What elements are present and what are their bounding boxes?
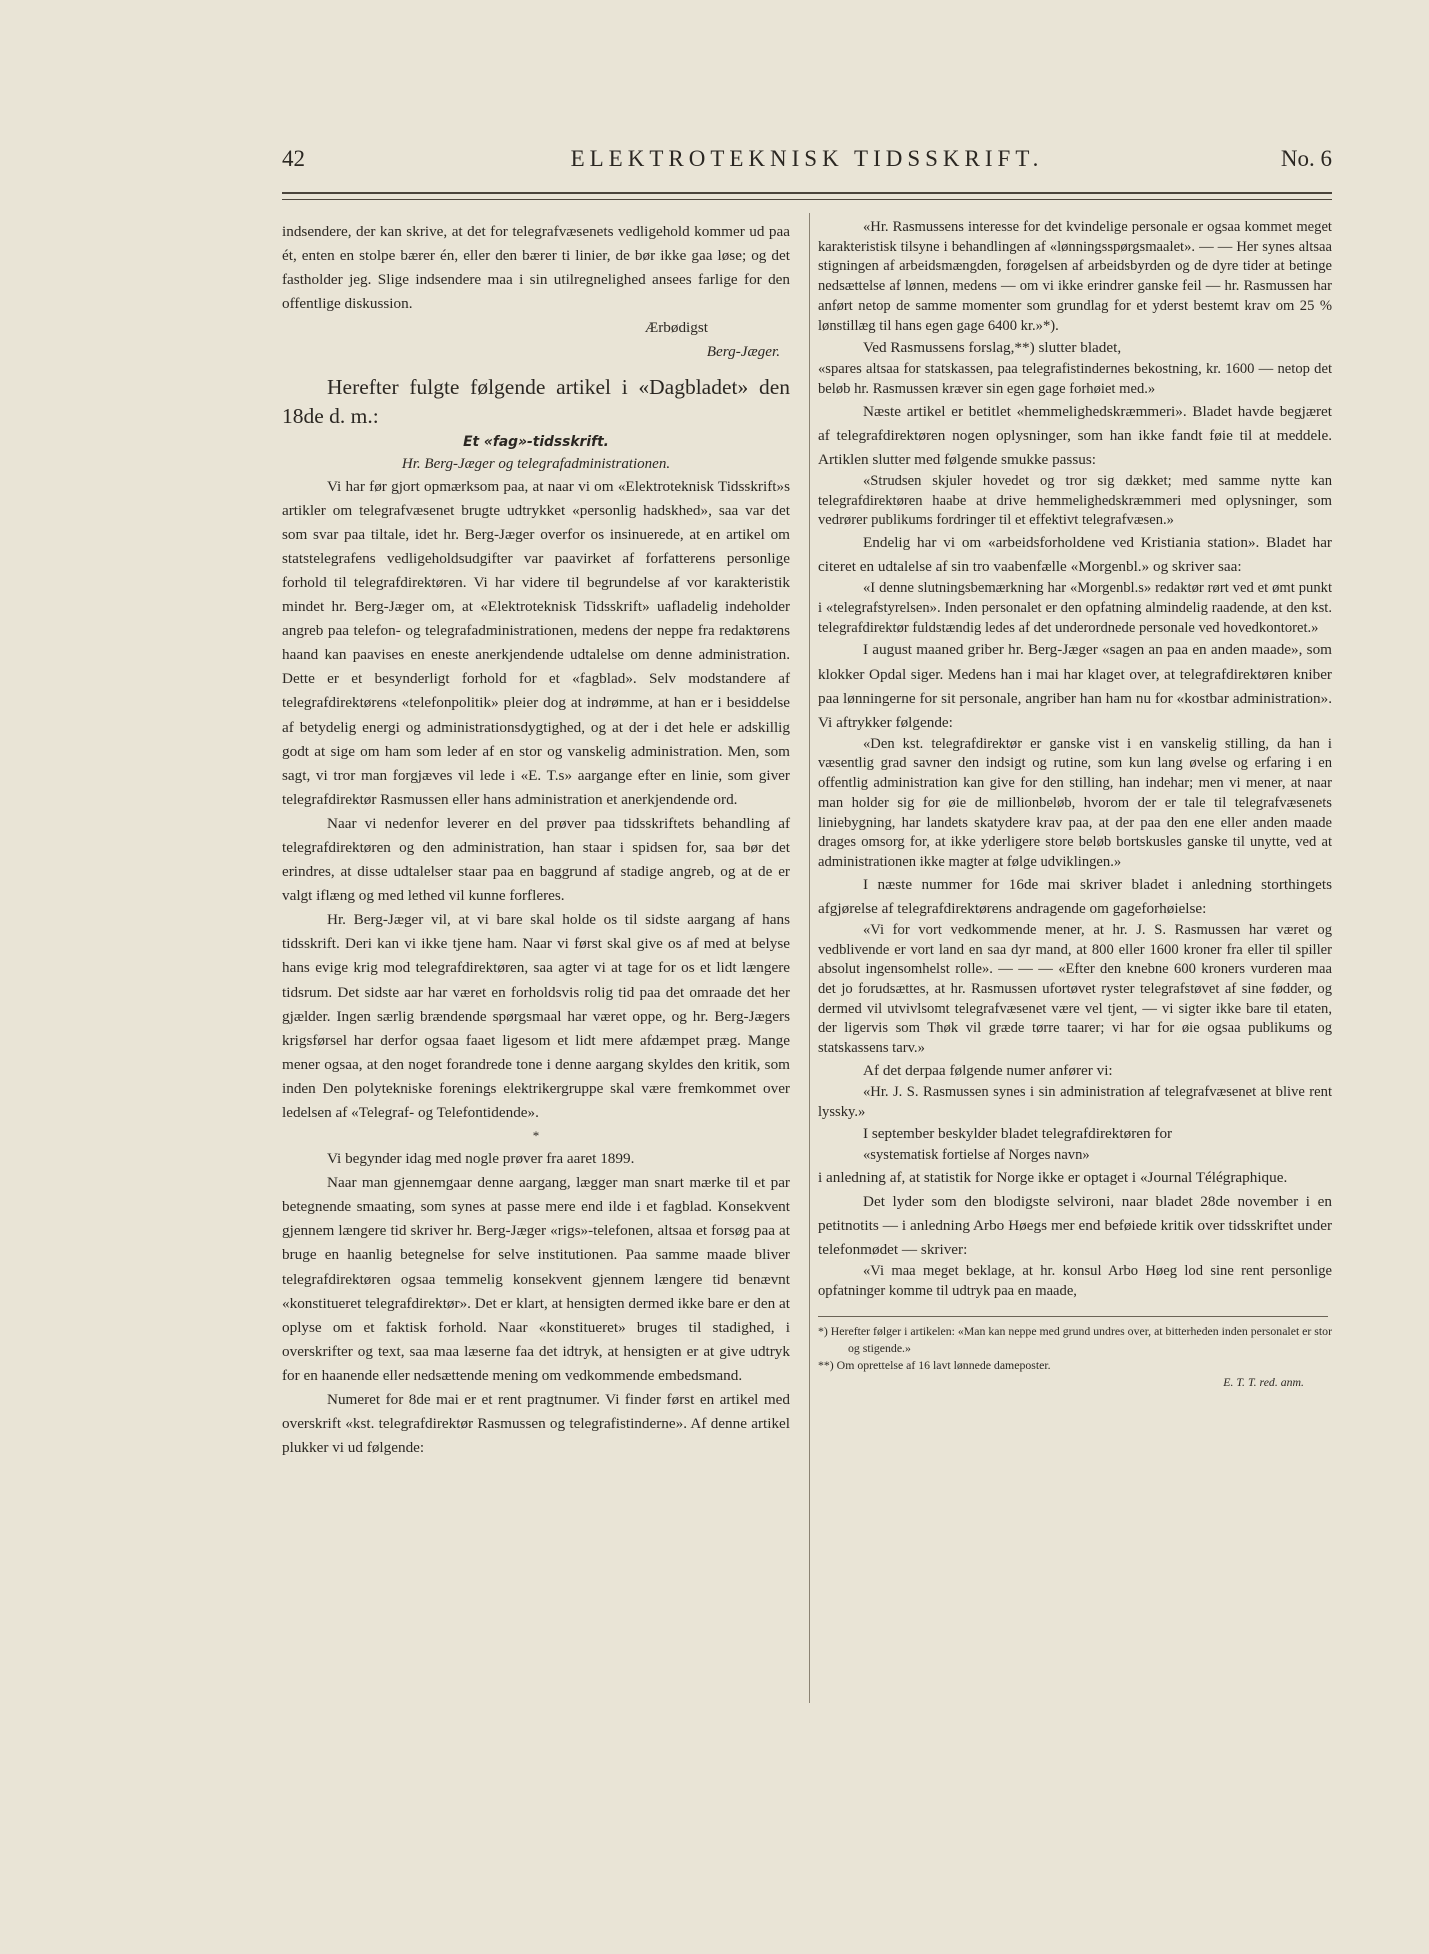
journal-title: ELEKTROTEKNISK TIDSSKRIFT.: [570, 146, 1044, 171]
header-rule-thin: [282, 199, 1332, 200]
paragraph: Ved Rasmussens forslag,**) slutter bladet,: [863, 339, 1122, 357]
paragraph: Af det derpaa følgende numer anfører vi:: [863, 1061, 1113, 1079]
paragraph: Vi har før gjort opmærksom paa, at naar vi om «Elektroteknisk Tidsskrift»s artikler om telegrafvæsenet brugte udtrykket «personlig hadskhed», saa var det som svar paa tiltale, idet hr. Berg-Jæger overfor os insinuerede, at en artikel om statstelegrafens vedligeholdsudgifter var paavirket af forfatterens personlige forhold til telegrafdirektøren. Vi har videre til begrundelse af vor karakteristik mindet hr. Berg-Jæger om, at «Elektroteknisk Tidsskrift» uafladelig indeholder angreb paa telefon- og telegrafadministrationen, medens der neppe fra redaktørens haand kan paavises en eneste anerkjendende udtalelse om denne administration. Dette er et besynderligt forhold for et «fagblad». Selv modstandere af telegrafdirektørens «telefonpolitik» pleier dog at indrømme, at han er i besiddelse af betydelig energi og administrationsdygtighed, og at der i det hele er adskillig godt at sige om ham som leder af en stor og vanskelig administration. Men, som sagt, vi tror man forgjæves vil lede i «E. T.s» aargange efter en linie, som giver telegrafdirektør Rasmussen eller hans administration et anerkjendende ord.: [282, 477, 790, 808]
section-separator: *: [532, 1128, 540, 1144]
quotation: «Vi for vort vedkommende mener, at hr. J. S. Rasmussen har været og vedblivende er vort land en saa dyr mand, at 800 eller 1600 kroner fra eller til spiller absolut ingensomhelst rolle». — — — «Efter den knebne 600 kroners vurderen maa det jo forudsættes, at hr. Rasmussen ufortøvet ryster telegrafstøvet af sine fødder, og dermed vil utvivlsomt telegrafvæsenet være vel tjent, — vi sigter ikke bare til etaten, der ligervis som Thøk vil græde tørre taarer; vi har for øie ogsaa publikums og statskassens tarv.»: [818, 921, 1332, 1057]
footnote-rule: [818, 1316, 1328, 1317]
paragraph: Hr. Berg-Jæger vil, at vi bare skal holde os til sidste aargang af hans tidsskrift. Deri kan vi ikke tjene ham. Naar vi først skal give os af med at belyse hans evige krig mod telegrafdirektøren, saa agter vi at tage for os et lidt længere tidsrum. Det sidste aar har været en forholdsvis rolig tid paa det omraade det her gjælder. Ingen særlig brændende spørgsmaal har været oppe, og hr. Berg-Jægers krigsførsel har derfor ogsaa faaet ligesom et lidt mere afdæmpet præg. Mange mener ogsaa, at den noget forandrede tone i denne aargang skyldes den kritik, som inden Den polytekniske forenings elektrikergruppe skal være fremkommet over ledelsen af «Telegraf- og Telefontidende».: [282, 911, 790, 1121]
left-column: [282, 220, 790, 1460]
paragraph: Numeret for 8de mai er et rent pragtnumer. Vi finder først en artikel med overskrift «kst. telegrafdirektør Rasmussen og telegrafistinderne». Af denne artikel plukker vi ud følgende:: [282, 1391, 790, 1457]
quotation: «I denne slutningsbemærkning har «Morgenbl.s» redaktør rørt ved et ømt punkt i «telegrafstyrelsen». Inden personalet er den opfatning almindelig raadende, at den kst. telegrafdirektør fuldstændig ledes af det underordnede personale ved hovedkontoret.»: [818, 580, 1332, 636]
quotation: «Den kst. telegrafdirektør er ganske vist i en vanskelig stilling, da han i væsentlig grad savner den indsigt og rutine, som kun lang øvelse og erfaring i en offentlig administration kan give for den stilling, han indehar; men vi mener, at naar man holder sig for øie de millionbeløb, hvorom der er tale til telegrafvæsenets liniebygning, har landets skatydere krav paa, at der paa den ene eller anden maade drages omsorg for, at ikke yderligere store beløb bortskusles ganske til unytte, ved at administrationen ikke magter at følge udviklingen.»: [818, 735, 1332, 870]
paragraph: I august maaned griber hr. Berg-Jæger «sagen an paa en anden maade», som klokker Opdal siger. Medens han i mai har klaget over, at telegrafdirektøren kniber paa lønningerne for sit personale, angriber han ham nu for «kostbar administration». Vi aftrykker følgende:: [818, 641, 1332, 731]
quotation: «Hr. J. S. Rasmussen synes i sin administration af telegrafvæsenet at blive rent lyssky.»: [818, 1083, 1332, 1120]
paragraph: Endelig har vi om «arbeidsforholdene ved Kristiania station». Bladet har citeret en udtalelse af sin tro vaabenfælle «Morgenbl.» og skriver saa:: [818, 534, 1332, 576]
header-rule-thick: [282, 192, 1332, 194]
paragraph: Vi begynder idag med nogle prøver fra aaret 1899.: [327, 1150, 635, 1168]
paragraph: indsendere, der kan skrive, at det for telegrafvæsenets vedligehold kommer ud paa ét, enten en stolpe bærer én, eller den bærer ti linier, de bør ikke gaa løse; og det fastholder jeg. Slige indsendere maa i sin utilregnelighed ansees farlige for den offentlige diskussion.: [282, 223, 790, 313]
section-heading: Herefter fulgte følgende artikel i «Dagbladet» den 18de d. m.:: [282, 374, 790, 428]
article-title: Et «fag»-tidsskrift.: [463, 433, 609, 450]
paragraph: Naar man gjennemgaar denne aargang, lægger man snart mærke til et par betegnende smaating, som synes at passe mere end ilde i et fagblad. Konsekvent gjennem længere tid skriver hr. Berg-Jæger «rigs»-telefonen, altsaa et forsøg paa at bruge en haanlig betegnelse for selve institutionen. Paa samme maade bliver telegrafdirektøren ogsaa temmelig konsekvent gjennem længere tid benævnt «konstitueret telegrafdirektør». Det er klart, at hensigten dermed ikke bare er den at oplyse om et faktisk forhold. Naar «konstitueret» bruges til stadighed, i overskrifter og text, saa maa læserne faa det idtryk, at hensigten er at give udtryk for en haanende eller nedsættende mening om vedkommende embedsmand.: [282, 1174, 790, 1384]
footnote-signature: E. T. T. red. anm.: [1223, 1374, 1304, 1389]
quotation: «Strudsen skjuler hovedet og tror sig dækket; med samme nytte kan telegrafdirektøren haabe at drive hemmelighedskræmmeri med oplysninger, som vedrører publikums fordringer til et effektivt telegrafvæsen.»: [818, 473, 1332, 529]
page-number: 42: [282, 146, 305, 171]
quotation: «spares altsaa for statskassen, paa telegrafistindernes bekostning, kr. 1600 — netop det beløb hr. Rasmussen kræver sin egen gage forhøiet med.»: [818, 361, 1332, 398]
paragraph: Det lyder som den blodigste selvironi, naar bladet 28de november i en petitnotits — i anledning Arbo Høegs mer end beføiede kritik over tidsskriftet under telefonmødet — skriver:: [818, 1193, 1332, 1259]
paragraph: Næste artikel er betitlet «hemmelighedskræmmeri». Bladet havde begjæret af telegrafdirektøren nogen oplysninger, som han ikke fandt føie til at meddele. Artiklen slutter med følgende smukke passus:: [818, 402, 1332, 468]
quotation: «systematisk fortielse af Norges navn»: [863, 1147, 1090, 1164]
signature-salutation: Ærbødigst: [644, 319, 708, 337]
footnote: **) Om oprettelse af 16 lavt lønnede dameposter.: [818, 1357, 1051, 1372]
article-subtitle: Hr. Berg-Jæger og telegrafadministrationen.: [401, 455, 671, 472]
quotation: «Vi maa meget beklage, at hr. konsul Arbo Høeg lod sine rent personlige opfatninger komme til udtryk paa en maade,: [818, 1263, 1332, 1300]
footnote: *) Herefter følger i artikelen: «Man kan neppe med grund undres over, at bitterheden inden personalet er stor og stigende.»: [818, 1323, 1332, 1355]
issue-number: No. 6: [1280, 146, 1332, 171]
paragraph: I næste nummer for 16de mai skriver bladet i anledning storthingets afgjørelse af telegrafdirektørens andragende om gageforhøielse:: [818, 875, 1332, 917]
paragraph: Naar vi nedenfor leverer en del prøver paa tidsskriftets behandling af telegrafdirektøren og den administration, han staar i spidsen for, saa bør det erindres, at disse udtalelser staar paa en baggrund af stadige angreb, og at de er valgt iflæng og med lethed vil kunne forfleres.: [282, 814, 790, 905]
quotation: «Hr. Rasmussens interesse for det kvindelige personale er ogsaa kommet meget karakteristisk tilsyne i behandlingen af «lønningsspørgsmaalet». — — Her synes altsaa stigningen af arbeidsmængden, forøgelsen af arbeidsbyrden og de dyre tider at betinge nedsættelse af lønnen, medens — om vi ikke erindrer ganske feil — hr. Rasmussen har anført netop de samme momenter som grundlag for et yderst bestemt krav om 25 % lønstillæg til hans egen gage 6400 kr.»*).: [818, 219, 1332, 334]
running-header: [282, 146, 1332, 180]
column-divider: [809, 213, 810, 1703]
paragraph: I september beskylder bladet telegrafdirektøren for: [863, 1125, 1173, 1143]
signature-name: Berg-Jæger.: [706, 343, 780, 361]
paragraph: i anledning af, at statistik for Norge ikke er optaget i «Journal Télégraphique.: [818, 1169, 1288, 1187]
right-column: [818, 218, 1332, 1390]
